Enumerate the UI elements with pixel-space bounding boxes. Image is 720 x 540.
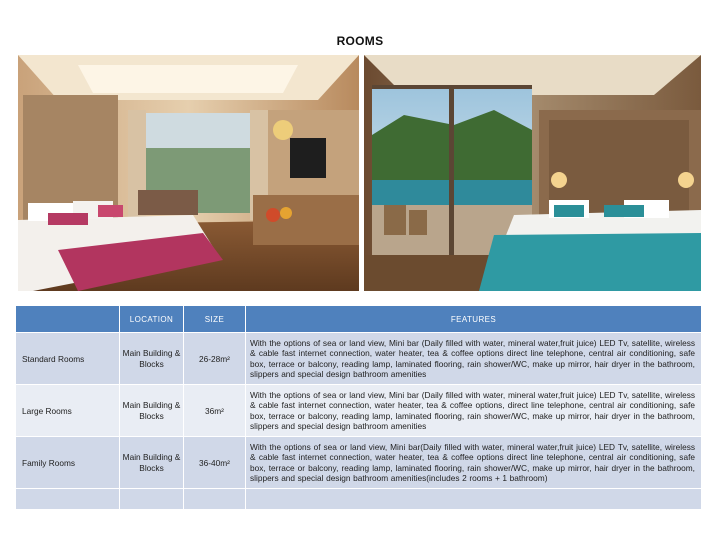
room-name: Standard Rooms: [16, 333, 120, 385]
standard-room-photo: [18, 55, 359, 291]
room-size: 26-28m²: [184, 333, 246, 385]
table-row: [16, 437, 702, 489]
table-row: [16, 385, 702, 437]
room-location: Main Building & Blocks: [120, 437, 184, 489]
room-location: Main Building & Blocks: [120, 385, 184, 437]
room-features: With the options of sea or land view, Mini bar (Daily filled with water, mineral water,fruit juice) LED Tv, satellite, wireless & cable fast internet connection, water heater, tea & coffee options direct line telephone, central air conditioning, safe box, terrace or balcony, reading lamp, laminated flooring, rain shower/WC, make up mirror, hair dryer in the bathroom, slippers and special design bathroom amenities: [246, 333, 702, 385]
header-room: [16, 306, 120, 333]
room-location: Main Building & Blocks: [120, 333, 184, 385]
room-name: Family Rooms: [16, 437, 120, 489]
room-name: Large Rooms: [16, 385, 120, 437]
room-size: 36m²: [184, 385, 246, 437]
table-header-row: [16, 306, 702, 333]
empty-cell: [184, 489, 246, 510]
room-features: With the options of sea or land view, Mini bar(Daily filled with water, mineral water,fruit juice) LED Tv, satellite, wireless & cable fast internet connection, water heater, tea & coffee options direct line telephone, central air conditioning, safe box, terrace or balcony, reading lamp, laminated flooring, rain shower/WC, make up mirror, hair dryer in the bathroom, slippers and special design bathroom amenities(includes 2 rooms + 1 bathroom): [246, 437, 702, 489]
rooms-table: [15, 305, 702, 510]
room-size: 36-40m²: [184, 437, 246, 489]
header-location: LOCATION: [120, 306, 184, 333]
empty-cell: [246, 489, 702, 510]
table-row: [16, 333, 702, 385]
empty-cell: [16, 489, 120, 510]
table-filler-row: [16, 489, 702, 510]
header-features: FEATURES: [246, 306, 702, 333]
room-features: With the options of sea or land view, Mini bar (Daily filled with water, mineral water,fruit juice) LED Tv, satellite, wireless & cable fast internet connection, water heater, tea & coffee options, direct line telephone, central air conditioning, safe box, terrace or balcony, reading lamp, laminated flooring, rain shower/WC, make up mirror, hair dryer in the bathroom, slippers and special design bathroom amenities: [246, 385, 702, 437]
sea-view-room-photo: [364, 55, 701, 291]
empty-cell: [120, 489, 184, 510]
page-title: ROOMS: [336, 34, 384, 48]
header-size: SIZE: [184, 306, 246, 333]
